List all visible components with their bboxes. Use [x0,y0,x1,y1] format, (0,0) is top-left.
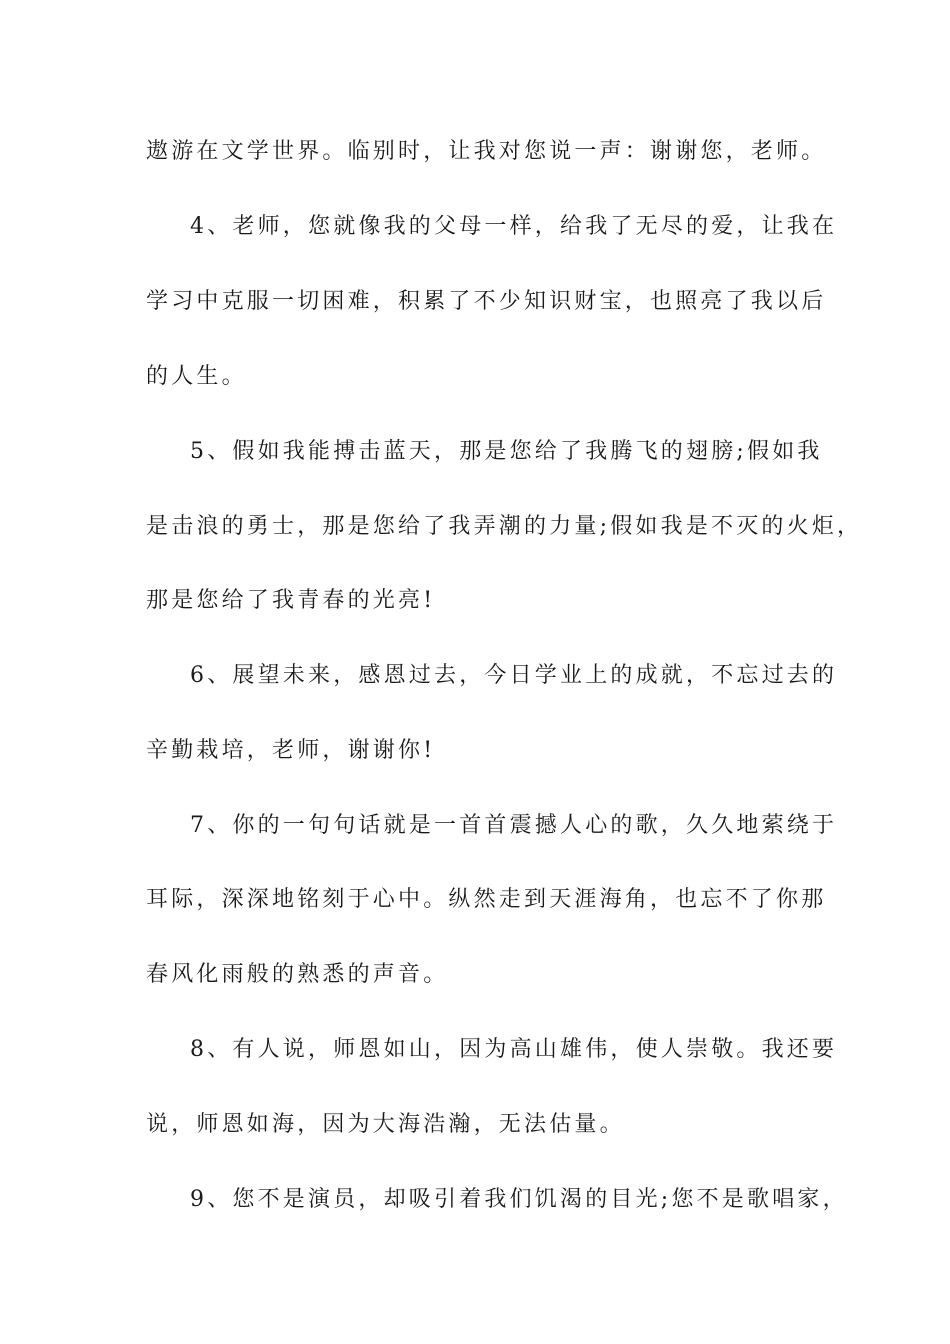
text-line: 说，师恩如海，因为大海浩瀚，无法估量。 [146,1112,625,1137]
text-line: 那是您给了我青春的光亮! [146,588,436,613]
text-line: 春风化雨般的熟悉的声音。 [146,962,449,987]
text-line: 的人生。 [146,364,247,389]
text-line: 遨游在文学世界。临别时，让我对您说一声：谢谢您，老师。 [146,139,827,164]
text-line: 辛勤栽培，老师，谢谢你! [146,738,436,763]
text-line: 是击浪的勇士，那是您给了我弄潮的力量;假如我是不灭的火炬， [146,514,863,539]
paragraph-5-line: 5、假如我能搏击蓝天，那是您给了我腾飞的翅膀;假如我 [190,439,823,464]
paragraph-7-line: 7、你的一句句话就是一首首震撼人心的歌，久久地萦绕于 [190,813,838,838]
text-line: 学习中克服一切困难，积累了不少知识财宝，也照亮了我以后 [146,289,827,314]
paragraph-8-line: 8、有人说，师恩如山，因为高山雄伟，使人崇敬。我还要 [190,1037,838,1062]
paragraph-4-line: 4、老师，您就像我的父母一样，给我了无尽的爱，让我在 [190,214,838,239]
paragraph-9-line: 9、您不是演员，却吸引着我们饥渴的目光;您不是歌唱家， [190,1187,848,1212]
text-line: 耳际，深深地铭刻于心中。纵然走到天涯海角，也忘不了你那 [146,887,827,912]
paragraph-6-line: 6、展望未来，感恩过去，今日学业上的成就，不忘过去的 [190,663,838,688]
